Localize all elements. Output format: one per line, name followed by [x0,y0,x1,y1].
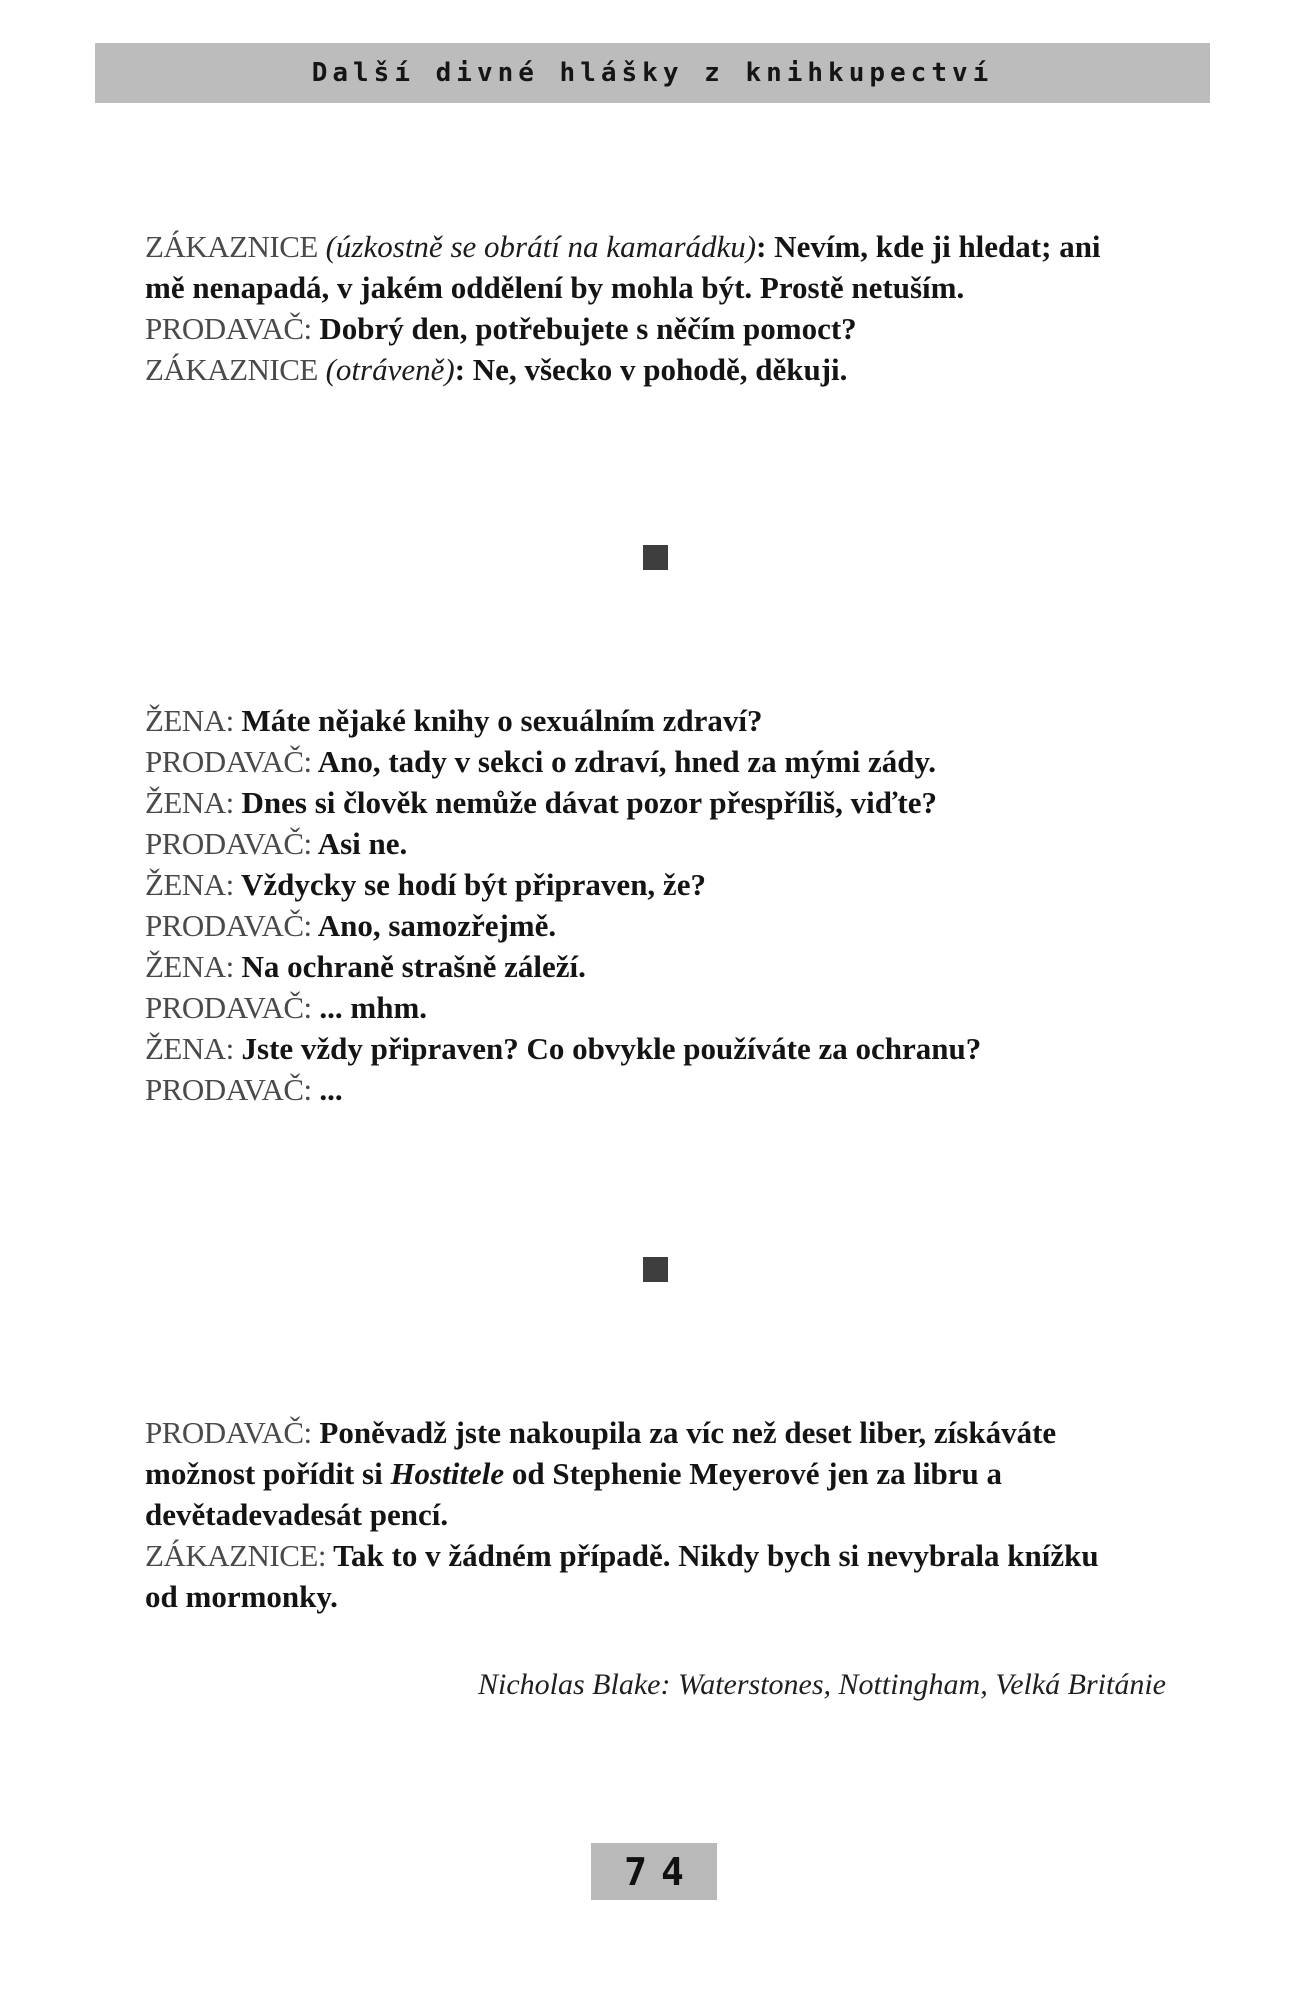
running-header-bar [95,43,1210,103]
dialogue-line [145,864,1130,905]
speaker-label: PRODAVAČ: [145,1415,312,1450]
dialogue-line [145,700,1130,741]
speaker-label: ŽENA: [145,1031,234,1066]
dialogue-line [145,987,1130,1028]
stage-direction: (otráveně) [317,352,455,387]
dialogue-text: Máte nějaké knihy o sexuálním zdraví? [233,703,763,738]
attribution-line: Nicholas Blake: Waterstones, Nottingham, Velká Británie [478,1668,1166,1701]
square-bullet-icon [643,545,668,570]
dialogue-text: Tak to v žádném případě. Nikdy bych si nevybrala knížku od mormonky. [145,1538,1099,1614]
dialogue-block-2 [145,700,1130,1110]
running-header-title: Další divné hlášky z knihkupectví [311,58,994,88]
speaker-label: ŽENA: [145,949,234,984]
dialogue-text: ... [311,1072,343,1107]
speaker-label: ZÁKAZNICE [145,229,318,264]
speaker-label: PRODAVAČ: [145,1072,312,1107]
square-bullet-icon [643,1257,668,1282]
dialogue-line [145,349,1130,390]
dialogue-line [145,741,1130,782]
dialogue-line [145,1028,1130,1069]
dialogue-line [145,782,1130,823]
speaker-label: ŽENA: [145,785,234,820]
dialogue-text: od Stephenie Meyerové jen za libru a devětadevadesát pencí. [145,1456,1003,1532]
dialogue-text: : Ne, všecko v pohodě, děkuji. [454,352,848,387]
dialogue-line [145,823,1130,864]
dialogue-block-1 [145,226,1130,390]
dialogue-text: Ano, tady v sekci o zdraví, hned za mými zády. [311,744,936,779]
dialogue-text: Vždycky se hodí být připraven, že? [233,867,706,902]
dialogue-text: Dnes si člověk nemůže dávat pozor přespříliš, viďte? [233,785,938,820]
dialogue-line [145,1412,1130,1535]
page-number-badge [591,1843,717,1900]
stage-direction: (úzkostně se obrátí na kamarádku) [317,229,757,264]
speaker-label: PRODAVAČ: [145,908,312,943]
book-title: Hostitele [390,1456,505,1491]
dialogue-line [145,946,1130,987]
page-number: 74 [624,1849,698,1894]
speaker-label: ZÁKAZNICE: [145,1538,326,1573]
dialogue-text: Dobrý den, potřebujete s něčím pomoct? [311,311,857,346]
speaker-label: PRODAVAČ: [145,311,312,346]
dialogue-text: Na ochraně strašně záleží. [233,949,586,984]
speaker-label: PRODAVAČ: [145,990,312,1025]
dialogue-line [145,905,1130,946]
speaker-label: ŽENA: [145,867,234,902]
dialogue-line [145,226,1130,308]
dialogue-text: Asi ne. [311,826,408,861]
dialogue-line [145,308,1130,349]
dialogue-block-3 [145,1412,1130,1617]
speaker-label: PRODAVAČ: [145,744,312,779]
dialogue-text: ... mhm. [311,990,428,1025]
dialogue-text: Jste vždy připraven? Co obvykle používáte za ochranu? [233,1031,982,1066]
dialogue-line [145,1069,1130,1110]
dialogue-text: Poněvadž jste nakoupila za víc než deset liber, získáváte možnost pořídit si [145,1415,1057,1491]
speaker-label: ZÁKAZNICE [145,352,318,387]
dialogue-text: Ano, samozřejmě. [311,908,557,943]
dialogue-text: : Nevím, kde ji hledat; ani mě nenapadá, v jakém oddělení by mohla být. Prostě netuším. [145,229,1101,305]
speaker-label: ŽENA: [145,703,234,738]
speaker-label: PRODAVAČ: [145,826,312,861]
dialogue-line [145,1535,1130,1617]
